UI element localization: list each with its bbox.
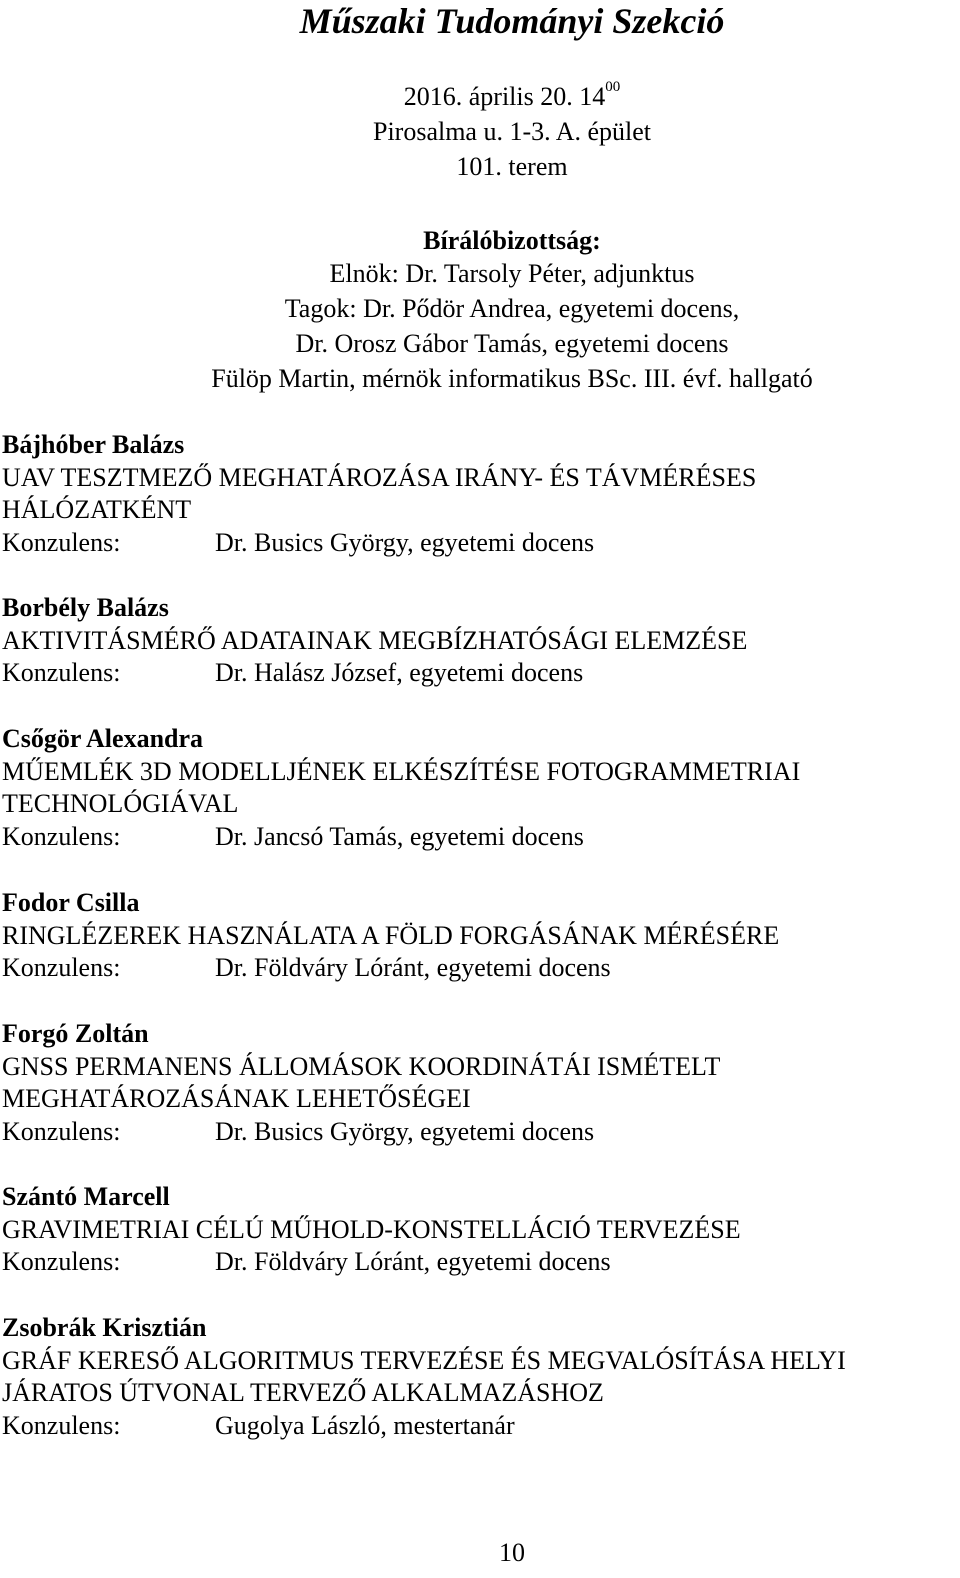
advisor-label: Konzulens: [2,1116,121,1146]
advisor-name: Dr. Jancsó Tamás, egyetemi docens [215,821,584,851]
presentation-entry [2,887,960,985]
presenter-name: Csőgör Alexandra [2,724,204,753]
advisor-label: Konzulens: [2,1247,121,1276]
advisor-name: Gugolya László, mestertanár [215,1410,515,1440]
advisor-label: Konzulens: [2,1410,121,1440]
page-number: 10 [499,1538,525,1567]
section-title: Műszaki Tudományi Szekció [299,1,725,41]
presenter-name: Borbély Balázs [2,593,169,622]
presenter-name: Zsobrák Krisztián [2,1313,207,1342]
committee-member: Fülöp Martin, mérnök informatikus BSc. III. évf. hallgató [211,364,813,393]
advisor-name: Dr. Busics György, egyetemi docens [215,1116,595,1146]
advisor-label: Konzulens: [2,658,121,687]
presentation-entry [2,429,960,559]
presentation-title-line: GRÁF KERESŐ ALGORITMUS TERVEZÉSE ÉS MEGVALÓSÍTÁSA HELYI [2,1345,846,1375]
presenter-name: Szántó Marcell [2,1182,170,1211]
session-date [0,79,960,112]
advisor-line [2,657,960,690]
committee-member: Dr. Orosz Gábor Tamás, egyetemi docens [295,329,729,358]
committee-heading: Bírálóbizottság: [423,226,601,255]
presentation-entry [2,1018,960,1148]
advisor-name: Dr. Busics György, egyetemi docens [215,527,595,557]
presenter-name: Bájhóber Balázs [2,430,185,459]
advisor-line [2,1116,960,1149]
presentation-entry [2,592,960,690]
presentation-title-line: JÁRATOS ÚTVONAL TERVEZŐ ALKALMAZÁSHOZ [2,1378,604,1407]
presentation-title-line: AKTIVITÁSMÉRŐ ADATAINAK MEGBÍZHATÓSÁGI ELEMZÉSE [2,625,748,655]
session-time-superscript: 00 [605,79,621,96]
advisor-line [2,952,960,985]
presentation-entry [2,1312,960,1442]
presentation-title-line: UAV TESZTMEZŐ MEGHATÁROZÁSA IRÁNY- ÉS TÁVMÉRÉSES [2,462,757,492]
presentation-entry [2,1181,960,1279]
advisor-name: Dr. Földváry Lóránt, egyetemi docens [215,1247,611,1276]
session-date-text: 2016. április 20. 14 [403,82,606,111]
presenter-name: Fodor Csilla [2,888,140,917]
committee-chair: Elnök: Dr. Tarsoly Péter, adjunktus [329,259,695,288]
advisor-line [2,1246,960,1279]
presentation-title-line: MEGHATÁROZÁSÁNAK LEHETŐSÉGEI [2,1084,471,1113]
presentation-title-line: HÁLÓZATKÉNT [2,495,192,524]
advisor-name: Dr. Halász József, egyetemi docens [215,658,584,687]
presentation-entry [2,723,960,853]
presentation-title-line: TECHNOLÓGIÁVAL [2,789,239,818]
advisor-label: Konzulens: [2,821,121,851]
session-room: 101. terem [456,152,568,181]
session-address: Pirosalma u. 1-3. A. épület [372,117,651,146]
committee-member: Tagok: Dr. Pődör Andrea, egyetemi docens, [284,294,740,323]
advisor-line [2,527,960,560]
advisor-line [2,821,960,854]
advisor-label: Konzulens: [2,527,121,557]
presentation-title-line: MŰEMLÉK 3D MODELLJÉNEK ELKÉSZÍTÉSE FOTOGRAMMETRIAI [2,756,801,786]
advisor-label: Konzulens: [2,953,121,982]
advisor-line [2,1410,960,1443]
presenter-name: Forgó Zoltán [2,1019,149,1048]
advisor-name: Dr. Földváry Lóránt, egyetemi docens [215,953,611,982]
presentation-title-line: RINGLÉZEREK HASZNÁLATA A FÖLD FORGÁSÁNAK MÉRÉSÉRE [2,920,780,950]
presentation-title-line: GNSS PERMANENS ÁLLOMÁSOK KOORDINÁTÁI ISMÉTELT [2,1051,721,1081]
presentation-title-line: GRAVIMETRIAI CÉLÚ MŰHOLD-KONSTELLÁCIÓ TERVEZÉSE [2,1214,741,1244]
